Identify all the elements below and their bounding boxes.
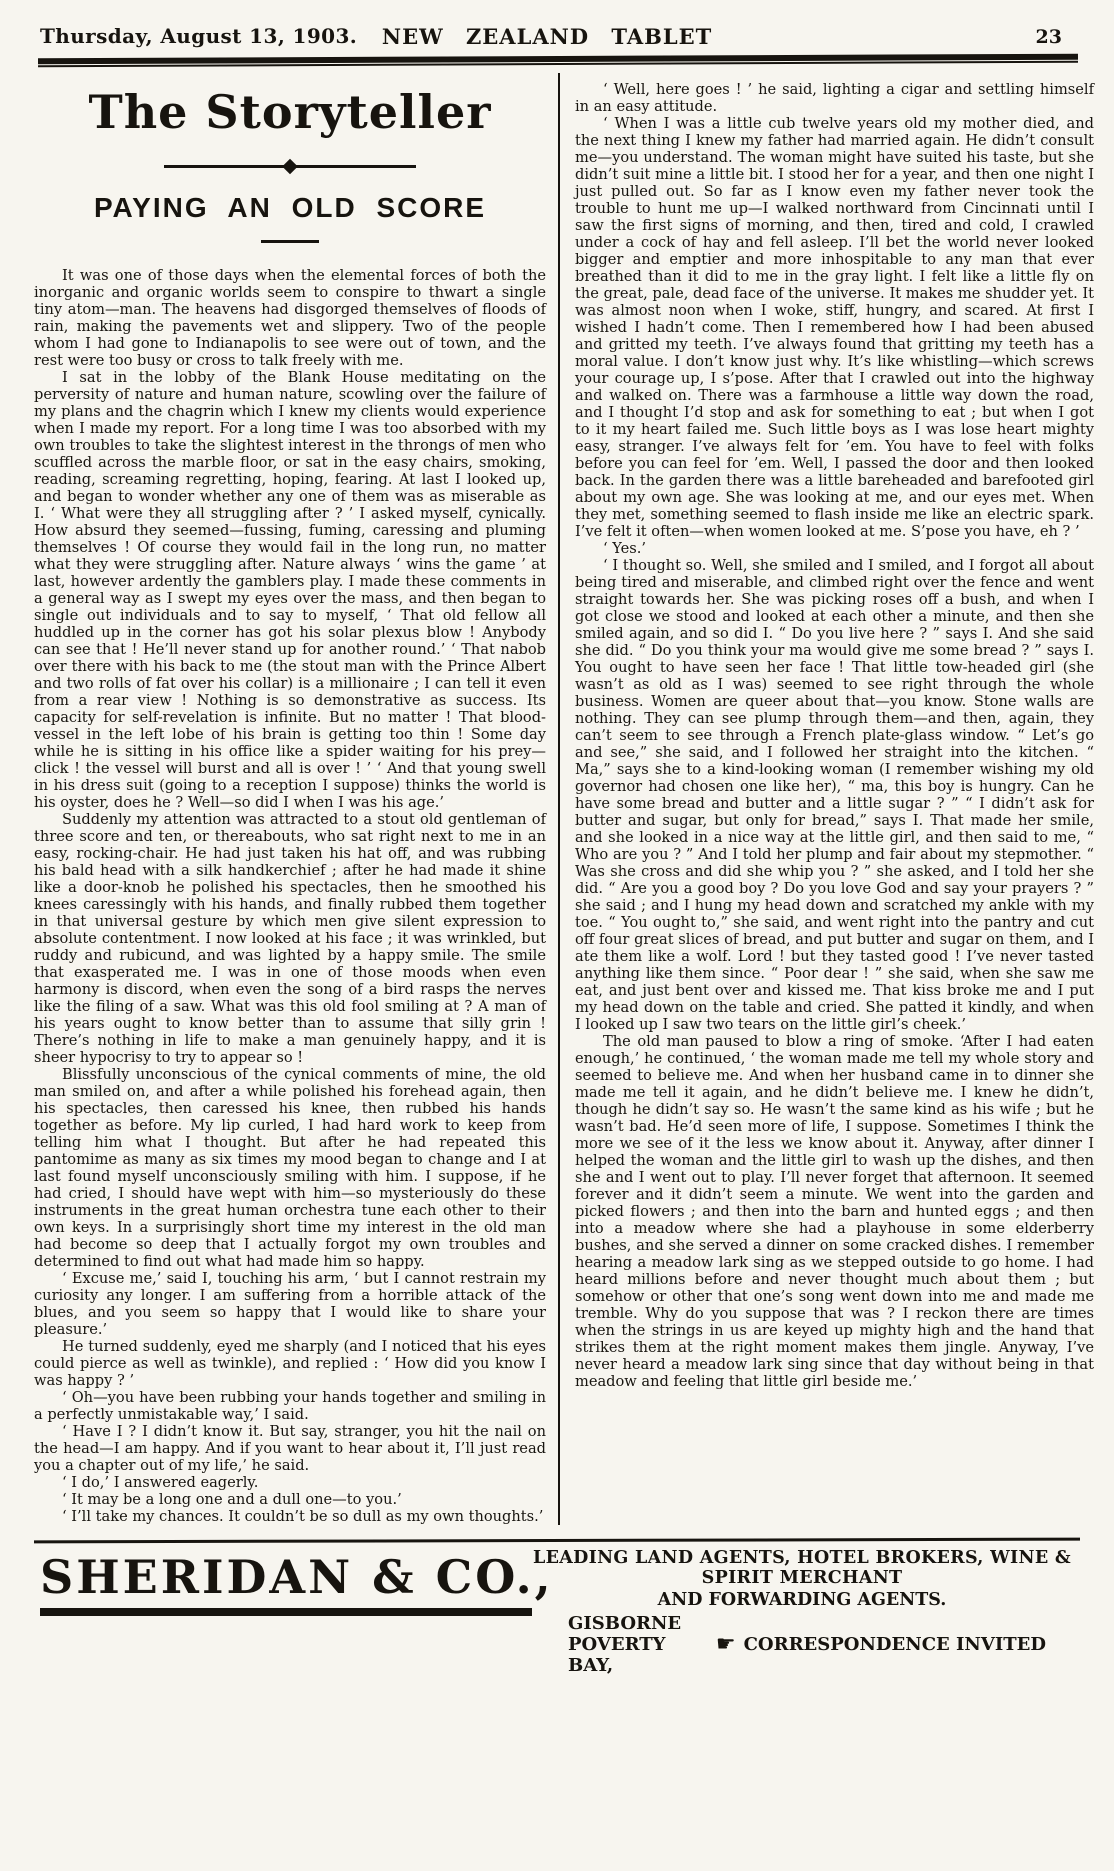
advert-details-block — [510, 1548, 1076, 1676]
manicule-icon: ☛ — [715, 1632, 736, 1657]
article-title-block — [34, 71, 546, 243]
right-column — [575, 71, 1094, 1525]
diamond-ornament-icon — [282, 159, 298, 175]
advert-company-block — [40, 1548, 554, 1616]
story-paragraph: Blissfully unconscious of the cynical comments of mine, the old man smiled on, and after a while polished his forehead again, then his spectacles, then caressed his knee, then rubbed his hands together as before. My lip curled, I had hard work to keep from telling him what I thought. But after he had repeated this pantomime as many as six times my mood began to change and I at last found myself unconsciously smiling with him. I suppose, if he had cried, I should have wept with him—so mysteriously do these instruments in the great human orchestra tune each other to their own keys. In a surprisingly short time my interest in the old man had become so deep that I actually forgot my own troubles and determined to find out what had made him so happy. — [34, 1066, 546, 1270]
advert-location: GISBORNE POVERTY BAY, — [568, 1613, 682, 1676]
story-paragraph: ‘ It may be a long one and a dull one—to you.’ — [62, 1491, 402, 1508]
left-column-text — [34, 267, 546, 1525]
story-paragraph: ‘ Oh—you have been rubbing your hands together and smiling in a perfectly unmistakable way,’ I said. — [34, 1389, 546, 1423]
page-number: 23 — [1035, 26, 1062, 48]
section-title: The Storyteller — [88, 85, 492, 139]
story-paragraph: He turned suddenly, eyed me sharply (and I noticed that his eyes could pierce as well as twinkle), and replied : ‘ How did you know I was happy ? ’ — [34, 1338, 546, 1389]
advert-correspondence: CORRESPONDENCE INVITED — [743, 1634, 1046, 1655]
story-paragraph: ‘ Excuse me,’ said I, touching his arm, ‘ but I cannot restrain my curiosity any longer. I am suffering from a horrible attack of the blues, and you seem so happy that I would like to share your pleasure.’ — [34, 1270, 546, 1338]
advert-services-line1: LEADING LAND AGENTS, HOTEL BROKERS, WINE & SPIRIT MERCHANT — [533, 1548, 1071, 1588]
story-title: PAYING AN OLD SCORE — [93, 192, 487, 223]
story-paragraph: ‘ Yes.’ — [603, 540, 647, 557]
article-columns — [0, 65, 1114, 1525]
advert-underline-bar — [40, 1608, 532, 1616]
issue-date: Thursday, August 13, 1903. — [40, 24, 358, 48]
advert-section — [34, 1539, 1080, 1686]
story-paragraph: ‘ I thought so. Well, she smiled and I smiled, and I forgot all about being tired and miserable, and climbed right over the fence and went straight towards her. She was picking roses off a bush, and when I got close we stood and looked at each other a minute, and then she smiled again, and so did I. “ Do you live here ? ” says I. And she said she did. “ Do you think your ma would give me some bread ? ” says I. You ought to have seen her face ! That little tow-headed girl (she wasn’t as old as I was) seemed to see right through the whole business. Women are queer about that—you know. Stone walls are nothing. They can see plump through them—and then, again, they can’t seem to see through a French plate-glass window. “ Let’s go and see,” she said, and I followed her straight into the kitchen. “ Ma,” says she to a kind-looking woman (I remember wishing my old governor had chosen one like her), “ ma, this boy is hungry. Can he have some bread and butter and a little sugar ? ” “ I didn’t ask for butter and sugar, but only for bread,” says I. That made her smile, and she looked in a nice way at the little girl, and then said to me, “ Who are you ? ” And I told her plump and fair about my stepmother. “ Was she cross and did she whip you ? ” she asked, and I told her she did. “ Are you a good boy ? Do you love God and say your prayers ? ” she said ; and I hung my head down and scratched my ankle with my toe. “ You ought to,” she said, and went right into the pantry and cut off four great slices of bread, and put butter and sugar on them, and I ate them like a wolf. Lord ! but they tasted good ! I’ve never tasted anything like them since. “ Poor dear ! ” she said, when she saw me eat, and just bent over and kissed me. That kiss broke me and I put my head down on the table and cried. She patted it kindly, and when I looked up I saw two tears on the little girl’s cheek.’ — [575, 557, 1094, 1033]
story-paragraph: I sat in the lobby of the Blank House meditating on the perversity of nature and human nature, scowling over the failure of my plans and the chagrin which I knew my clients would experience when I made my report. For a long time I was too absorbed with my own troubles to take the slightest interest in the throngs of men who scuffled across the marble floor, or sat in the easy chairs, smoking, reading, screaming regretting, hoping, fearing. At last I looked up, and began to wonder whether any one of them was as miserable as I. ‘ What were they all struggling after ? ’ I asked myself, cynically. How absurd they seemed—fussing, fuming, caressing and pluming themselves ! Of course they would fail in the long run, no matter what they were struggling after. Nature always ‘ wins the game ’ at last, however ardently the gamblers play. I made these comments in a general way as I swept my eyes over the mass, and then began to single out individuals and to say to myself, ‘ That old fellow all huddled up in the corner has got his solar plexus blow ! Anybody can see that ! He’ll never stand up for another round.’ ‘ That nabob over there with his back to me (the stout man with the Prince Albert and two rolls of fat over his collar) is a millionaire ; I can tell it even from a rear view ! Nothing is so demonstrative as success. Its capacity for self-revelation is infinite. But no matter ! That blood-vessel in the left lobe of his brain is getting too thin ! Some day while he is sitting in his office like a spider waiting for his prey—click ! the vessel will burst and all is over ! ’ ‘ And that young swell in his dress suit (going to a reception I suppose) thinks the world is his oyster, does he ? Well—so did I when I was his age.’ — [34, 369, 546, 811]
page-header — [0, 24, 1114, 54]
story-paragraph: ‘ Well, here goes ! ’ he said, lighting a cigar and settling himself in an easy attitude. — [575, 81, 1094, 115]
ornamental-divider — [164, 165, 416, 168]
left-column — [34, 71, 546, 1525]
story-paragraph: The old man paused to blow a ring of smoke. ‘After I had eaten enough,’ he continued, ‘ the woman made me tell my whole story and seemed to believe me. And when her husband came in to dinner she made me tell it again, and he didn’t believe me. I knew he didn’t, though he didn’t say so. He wasn’t the same kind as his wife ; but he wasn’t bad. He’d seen more of life, I suppose. Sometimes I think the more we see of it the less we know about it. Anyway, after dinner I helped the woman and the little girl to wash up the dishes, and then she and I went out to play. I’ll never forget that afternoon. It seemed forever and it didn’t seem a minute. We went into the garden and picked flowers ; and then into the barn and hunted eggs ; and then into a meadow where she had a playhouse in some elderberry bushes, and she served a dinner on some cracked dishes. I remember hearing a meadow lark sing as we stepped outside to go home. I had heard millions before and never thought much about them ; but somehow or other that one’s song went down into me and made me tremble. Why do you suppose that was ? I reckon there are times when the strings in us are keyed up mighty high and the hand that strikes them at the right moment makes them jingle. Anyway, I’ve never heard a meadow lark sing since that day without being in that meadow and feeling that little girl beside me.’ — [575, 1033, 1094, 1390]
story-paragraph: It was one of those days when the elemental forces of both the inorganic and organic worlds seem to conspire to thwart a single tiny atom—man. The heavens had disgorged themselves of floods of rain, making the pavements wet and slippery. Two of the people whom I had gone to Indianapolis to see were out of town, and the rest were too busy or cross to talk freely with me. — [34, 267, 546, 369]
advert-services-line2: AND FORWARDING AGENTS. — [657, 1590, 947, 1610]
right-column-text — [575, 81, 1094, 1390]
story-paragraph: ‘ I’ll take my chances. It couldn’t be so dull as my own thoughts.’ — [62, 1508, 544, 1525]
story-paragraph: ‘ Have I ? I didn’t know it. But say, stranger, you hit the nail on the head—I am happy. And if you want to hear about it, I’ll just read you a chapter out of my life,’ he said. — [34, 1423, 546, 1474]
title-rule — [261, 240, 319, 243]
story-paragraph: Suddenly my attention was attracted to a stout old gentleman of three score and ten, or thereabouts, who sat right next to me in an easy, rocking-chair. He had just taken his hat off, and was rubbing his bald head with a silk handkerchief ; after he had made it shine like a door-knob he polished his spectacles, then he smoothed his knees caressingly with his hands, and finally rubbed them together in that universal gesture by which men give silent expression to absolute contentment. I now looked at his face ; it was wrinkled, but ruddy and rubicund, and was lighted by a happy smile. The smile that exasperated me. I was in one of those moods when even harmony is discord, when even the song of a bird rasps the nerves like the filing of a saw. What was this old fool smiling at ? A man of his years ought to know better than to assume that silly grin ! There’s nothing in life to make a man genuinely happy, and it is sheer hypocrisy to try to appear so ! — [34, 811, 546, 1066]
story-paragraph: ‘ I do,’ I answered eagerly. — [62, 1474, 259, 1491]
story-paragraph: ‘ When I was a little cub twelve years old my mother died, and the next thing I knew my father had married again. He didn’t consult me—you understand. The woman might have suited his taste, but she didn’t suit mine a little bit. I stood her for a year, and then one night I just pulled out. So far as I know even my father never took the trouble to hunt me up—I walked northward from Cincinnati until I saw the first signs of morning, and then, tired and cold, I crawled under a cock of hay and fell asleep. I’ll bet the world never looked bigger and emptier and more inhospitable to any man that ever breathed than it did to me in the gray light. I felt like a little fly on the great, pale, dead face of the universe. It makes me shudder yet. It was almost noon when I woke, stiff, hungry, and scared. At first I wished I hadn’t come. Then I remembered how I had been abused and gritted my teeth. I’ve always found that gritting my teeth has a moral value. I don’t know just why. It’s like whistling—which screws your courage up, I s’pose. After that I crawled out into the highway and walked on. There was a farmhouse a little way down the road, and I thought I’d stop and ask for something to eat ; but when I got to it my heart failed me. Such little boys as I was lose heart mighty easy, stranger. I’ve always felt for ’em. You have to feel with folks before you can feel for ’em. Well, I passed the door and then looked back. In the garden there was a little bareheaded and barefooted girl about my own age. She was looking at me, and our eyes met. When they met, something seemed to flash inside me like an electric spark. I’ve felt it often—when women looked at me. S’pose you have, eh ? ’ — [575, 115, 1094, 540]
advert-company-name: SHERIDAN & CO., — [40, 1550, 554, 1604]
masthead: NEW ZEALAND TABLET — [381, 24, 713, 49]
